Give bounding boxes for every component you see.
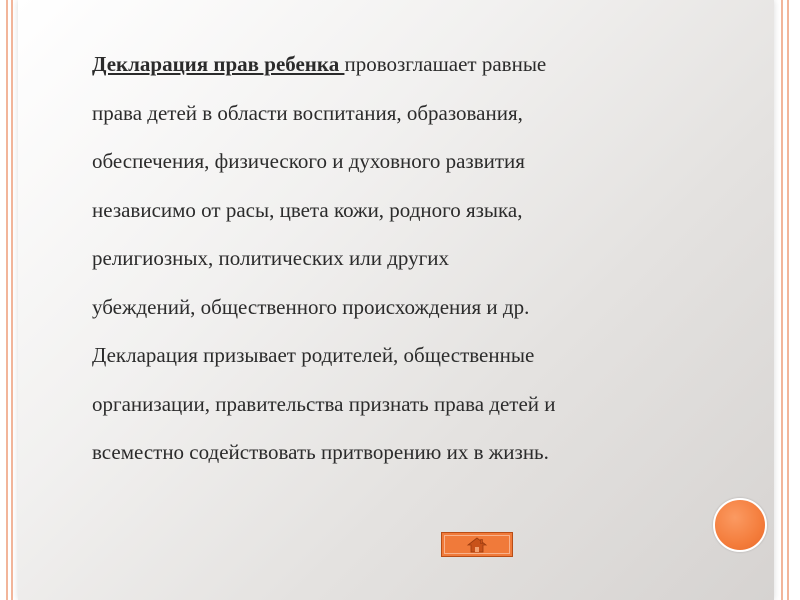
text-line-7: Декларация призывает родителей, общественные: [92, 343, 535, 367]
text-line-6: убеждений, общественного происхождения и др.: [92, 294, 530, 319]
text-line-2: права детей в области воспитания, образования,: [92, 100, 523, 125]
text-line-4: независимо от расы, цвета кожи, родного языка,: [92, 197, 523, 222]
right-decor-stripe-inner: [781, 0, 783, 600]
text-line-9: всеместно содействовать притворению их в жизнь.: [92, 440, 549, 464]
text-line-8: организации, правительства признать права детей и: [92, 391, 556, 416]
text-line-5: религиозных, политических или других: [92, 246, 450, 270]
decorative-orange-circle: [713, 498, 767, 552]
declaration-title: Декларация прав ребенка: [92, 52, 345, 76]
home-button-inner: [444, 535, 510, 554]
right-decor-stripe-outer: [787, 0, 789, 600]
home-button[interactable]: [441, 532, 513, 557]
text-line-1: Декларация прав ребенка провозглашает равные: [92, 52, 547, 76]
left-decor-stripe-inner: [11, 0, 13, 600]
home-icon: [466, 537, 488, 553]
text-line-3: обеспечения, физического и духовного развития: [92, 149, 525, 173]
left-decor-stripe-outer: [6, 0, 8, 600]
slide-body-text: [92, 40, 702, 477]
